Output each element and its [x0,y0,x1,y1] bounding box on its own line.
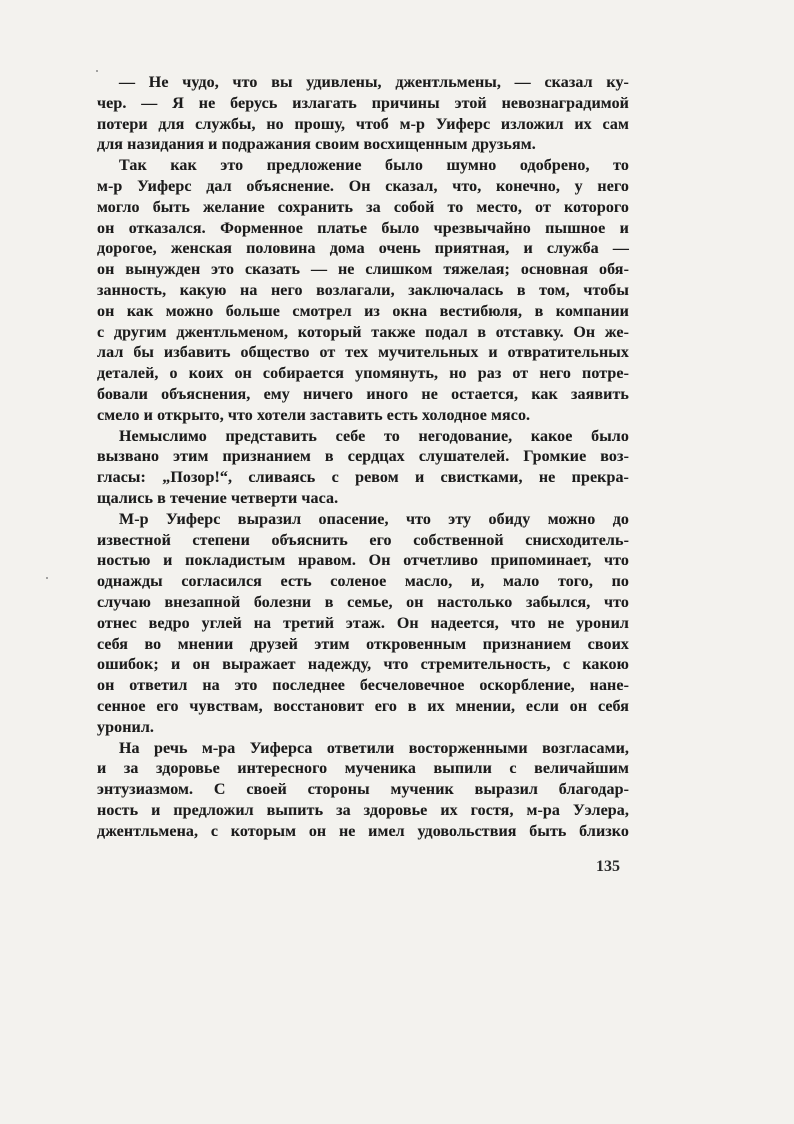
text-line: сенное его чувствам, восстановит его в их мнении, если он себя [97,697,629,715]
paper-speck [96,70,98,72]
text-line: с другим джентльменом, который также подал в отставку. Он же- [97,323,629,341]
text-line: Так как это предложение было шумно одобрено, то [119,157,629,175]
text-line: он вынужден это сказать — не слишком тяжелая; основная обя- [97,261,629,279]
text-line: отнес ведро углей на третий этаж. Он надеется, что не уронил [97,614,629,632]
page-body-text [97,73,629,842]
text-line: лал бы избавить общество от тех мучительных и отвратительных [97,344,629,362]
text-line: М-р Уиферс выразил опасение, что эту обиду можно до [119,510,629,528]
text-line: На речь м-ра Уиферса ответили восторженными возгласами, [119,739,629,757]
text-line: и за здоровье интересного мученика выпили с величайшим [97,760,629,778]
text-line: чер. — Я не берусь излагать причины этой невознаградимой [97,94,629,112]
text-line: щались в течение четверти часа. [97,489,339,507]
text-line: вызвано этим признанием в сердцах слушателей. Громкие воз- [97,448,629,466]
text-line: м-р Уиферс дал объяснение. Он сказал, что, конечно, у него [97,177,629,195]
text-line: могло быть желание сохранить за собой то место, от которого [97,198,629,216]
paragraph [97,427,629,510]
text-line: дорогое, женская половина дома очень приятная, и служба — [97,240,629,258]
text-line: он отказался. Форменное платье было чрезвычайно пышное и [97,219,629,237]
text-line: бовали объяснения, ему ничего иного не остается, как заявить [97,385,629,403]
text-line: случаю внезапной болезни в семье, он настолько забылся, что [97,593,629,611]
text-line: гласы: „Позор!“, сливаясь с ревом и свистками, не прекра- [97,469,629,487]
text-line: занность, какую на него возлагали, заключалась в том, чтобы [97,281,629,299]
text-line: энтузиазмом. С своей стороны мученик выразил благодар- [97,781,629,799]
paragraph [97,156,629,426]
paragraph [97,739,629,843]
text-line: для назидания и подражания своим восхищенным друзьям. [97,136,536,154]
text-line: джентльмена, с которым он не имел удовольствия быть близко [97,822,629,840]
paper-speck [46,577,48,579]
text-line: смело и открыто, что хотели заставить есть холодное мясо. [97,406,531,424]
text-line: потери для службы, но прошу, чтоб м-р Уиферс изложил их сам [97,115,629,133]
text-line: ошибок; и он выражает надежду, что стремительность, с какою [97,656,629,674]
text-line: — Не чудо, что вы удивлены, джентльмены, — сказал ку- [119,74,629,91]
paragraph [97,73,629,156]
text-line: ностью и покладистым нравом. Он отчетливо припоминает, что [97,552,629,570]
text-line: однажды согласился есть соленое масло, и, мало того, по [97,573,629,591]
text-line: себя во мнении друзей этим откровенным признанием своих [97,635,629,653]
text-line: деталей, о коих он собирается упомянуть, но раз от него потре- [97,365,629,383]
paragraph [97,510,629,739]
text-line: он ответил на это последнее бесчеловечное оскорбление, нане- [97,677,629,695]
text-line: уронил. [97,718,155,736]
text-line: известной степени объяснить его собственной снисходитель- [97,531,629,549]
text-line: он как можно больше смотрел из окна вестибюля, в компании [97,302,629,320]
text-line: Немыслимо представить себе то негодование, какое было [119,427,629,445]
page-number: 135 [596,858,620,875]
text-line: ность и предложил выпить за здоровье их гостя, м-ра Уэлера, [97,801,629,819]
